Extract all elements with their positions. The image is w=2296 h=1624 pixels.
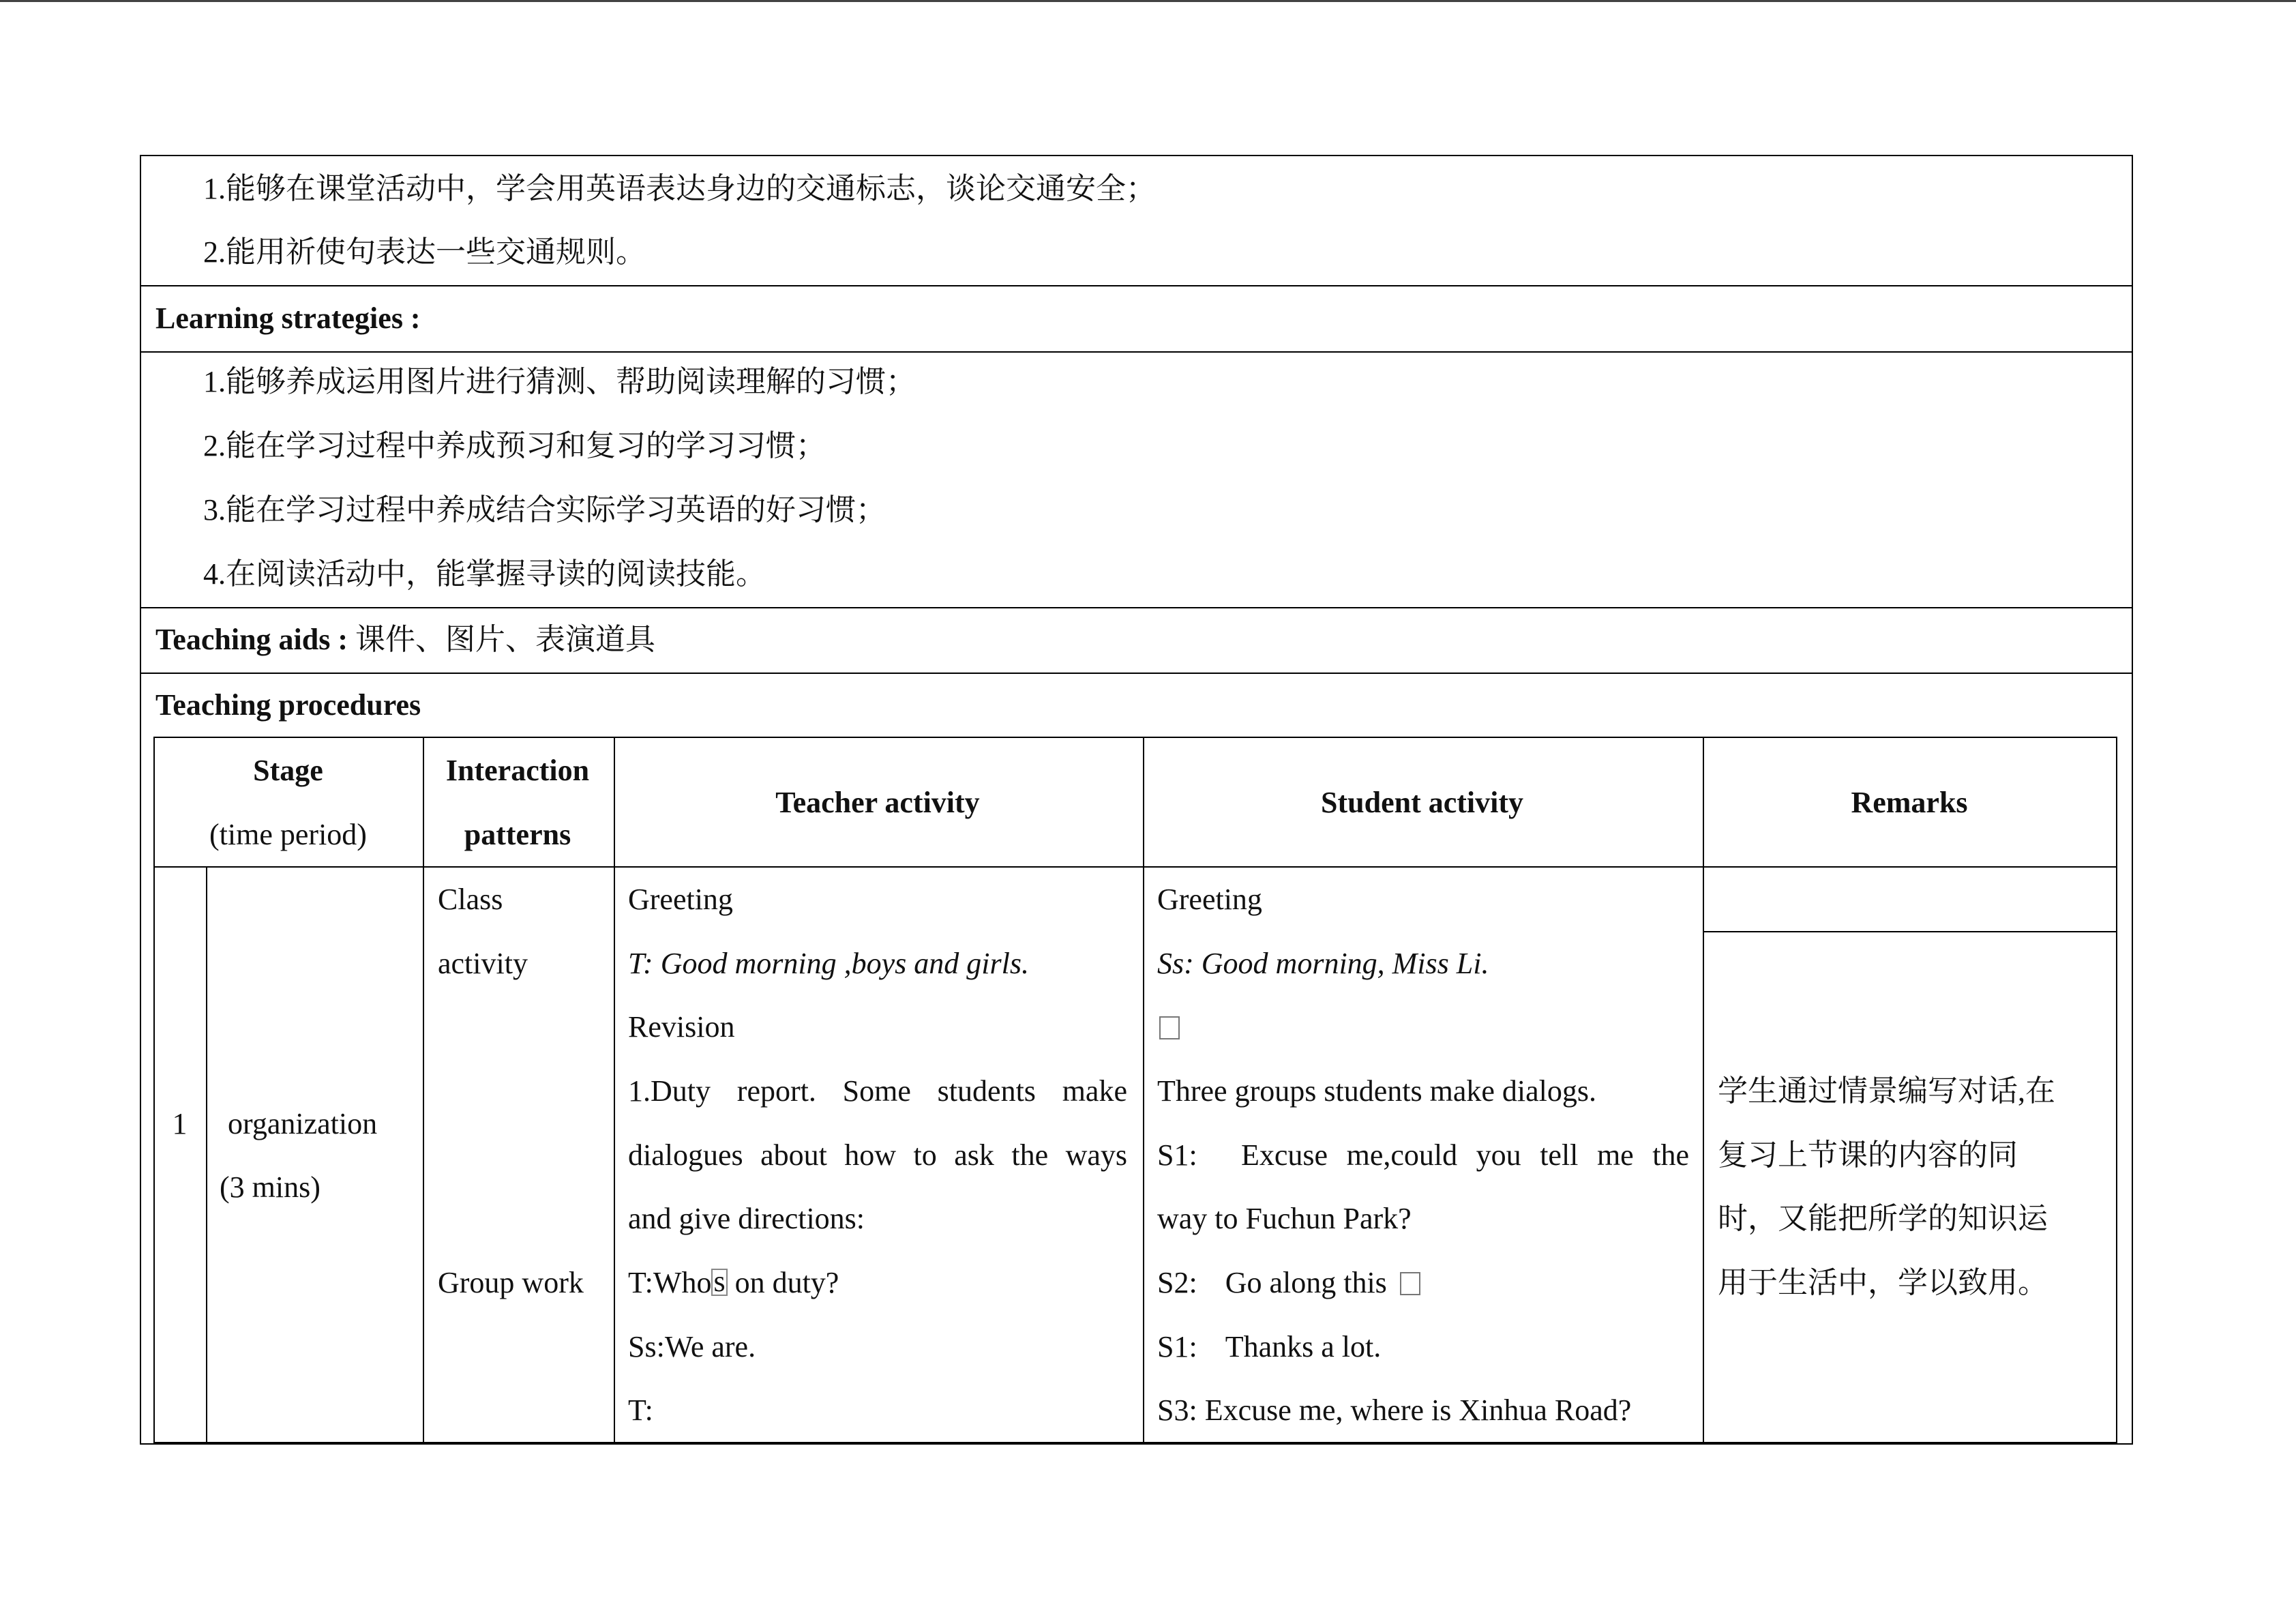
teacher-greeting: Greeting: [628, 883, 733, 916]
remarks-line: 用于生活中，学以致用。: [1718, 1266, 2048, 1299]
speaker-label: S2:: [1157, 1266, 1197, 1299]
speaker-label: S1:: [1157, 1330, 1197, 1363]
column-divider: [1143, 738, 1144, 1442]
column-divider: [614, 738, 615, 1442]
teacher-greeting-line: T: Good morning ,boys and girls.: [628, 947, 1029, 980]
interaction-activity: activity: [438, 947, 528, 980]
student-s1-line2: way to Fuchun Park?: [1157, 1202, 1412, 1235]
stage-name: organization: [228, 1107, 378, 1140]
teacher-revision: Revision: [628, 1010, 735, 1044]
header-interaction: Interaction: [445, 754, 590, 787]
missing-glyph-box: [1400, 1272, 1420, 1295]
teaching-aids: [155, 619, 655, 660]
student-greeting: Greeting: [1157, 883, 1262, 916]
teaching-aids-heading: Teaching aids :: [155, 623, 348, 656]
learning-strategies-heading: Learning strategies :: [155, 301, 421, 335]
remarks-divider: [1703, 931, 2117, 932]
row-divider: [141, 351, 2132, 353]
student-s1-line: [1157, 1135, 1689, 1176]
teaching-aids-value: 课件、图片、表演道具: [355, 623, 656, 656]
student-s2-text: Go along this: [1225, 1266, 1387, 1299]
teacher-duty-question-start: T:Who: [628, 1266, 712, 1299]
student-s1-text: Excuse me,could you tell me the: [1241, 1138, 1689, 1172]
strategy-item: 1.能够养成运用图片进行猜测、帮助阅读理解的习惯；: [203, 365, 916, 398]
objective-line: 1.能够在课堂活动中，学会用英语表达身边的交通标志，谈论交通安全；: [203, 172, 1156, 205]
student-s2-line: [1157, 1263, 1420, 1303]
row-number: 1: [172, 1107, 188, 1140]
header-student-activity: Student activity: [1321, 786, 1523, 819]
remarks-line: 学生通过情景编写对话,在: [1718, 1074, 2055, 1108]
teacher-duty-answer: Ss:We are.: [628, 1330, 756, 1363]
teacher-duty-question: [628, 1263, 839, 1303]
header-time-period: (time period): [209, 818, 367, 851]
header-teacher-activity: Teacher activity: [775, 786, 980, 819]
student-greeting-line: Ss: Good morning, Miss Li.: [1157, 947, 1489, 980]
teacher-duty-line: dialogues about how to ask the ways: [628, 1138, 1127, 1172]
strategy-item: 4.在阅读活动中，能掌握寻读的阅读技能。: [203, 557, 766, 591]
top-rule: [0, 0, 2296, 2]
student-s1b-text: Thanks a lot.: [1225, 1330, 1382, 1363]
header-remarks: Remarks: [1851, 786, 1968, 819]
teacher-duty-line: 1.Duty report. Some students make: [628, 1074, 1127, 1108]
column-divider: [206, 866, 207, 1443]
row-divider: [141, 673, 2132, 674]
objective-line: 2.能用祈使句表达一些交通规则。: [203, 235, 646, 269]
missing-glyph-box: [1159, 1007, 1180, 1048]
header-patterns: patterns: [464, 818, 571, 851]
teaching-procedures-heading: Teaching procedures: [155, 688, 421, 722]
teacher-duty-line: and give directions:: [628, 1202, 865, 1235]
column-divider: [1703, 738, 1704, 1442]
stage-time: (3 mins): [220, 1170, 320, 1204]
interaction-class: Class: [438, 883, 503, 916]
interaction-group-work: Group work: [438, 1266, 584, 1299]
teacher-t-line: T:: [628, 1393, 653, 1427]
header-divider: [155, 866, 2116, 868]
missing-glyph-box: s: [711, 1269, 727, 1296]
speaker-label: S1:: [1157, 1138, 1197, 1172]
row-divider: [141, 607, 2132, 608]
student-s1b-line: [1157, 1327, 1381, 1368]
remarks-line: 复习上节课的内容的同: [1718, 1138, 2018, 1172]
student-dialogs: Three groups students make dialogs.: [1157, 1074, 1596, 1108]
header-stage: Stage: [253, 754, 323, 787]
row-divider: [141, 285, 2132, 286]
strategy-item: 2.能在学习过程中养成预习和复习的学习习惯；: [203, 429, 826, 462]
student-s3-line: S3: Excuse me, where is Xinhua Road?: [1157, 1393, 1632, 1427]
teacher-duty-question-end: on duty?: [727, 1266, 839, 1299]
strategy-item: 3.能在学习过程中养成结合实际学习英语的好习惯；: [203, 493, 886, 527]
remarks-line: 时，又能把所学的知识运: [1718, 1202, 2048, 1235]
